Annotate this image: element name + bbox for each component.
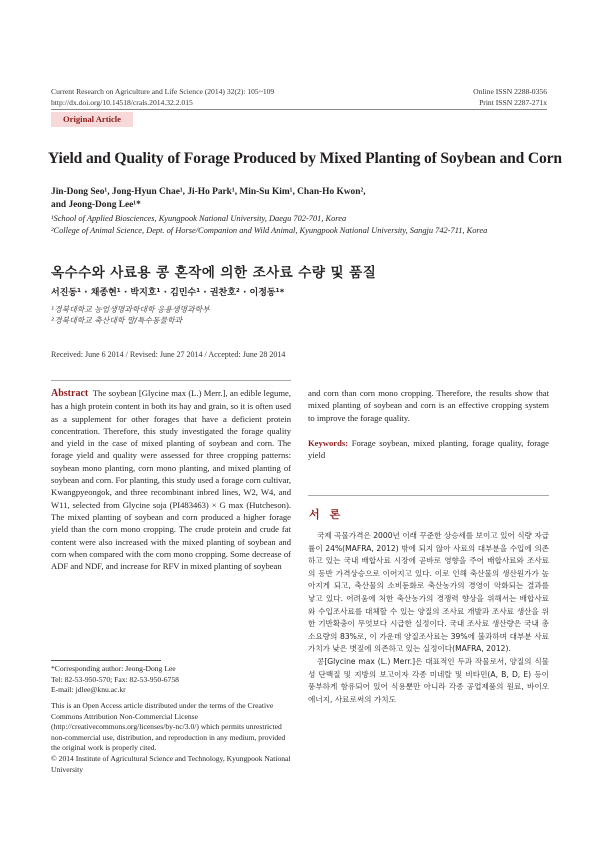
print-issn: Print ISSN 2287-271x <box>479 98 547 107</box>
keywords-text: Forage soybean, mixed planting, forage quality, forage yield <box>308 437 549 461</box>
introduction-body <box>308 530 549 706</box>
section-heading-introduction: 서론 <box>309 508 351 521</box>
introduction-paragraph-1: 국제 곡물가격은 2000년 이래 꾸준한 상승세를 보이고 있어 식량 자급률이 24%(MAFRA, 2012) 밖에 되지 않아 사료의 대부분을 수입에 의존하고 있는 국내 배합사료 시장에 곧바로 영향을 주어 배합사료와 조사료의 동반 가격상승으로 이어지고 있다. 이로 인해 축산물의 생산원가가 높아지게 되고, 축산물의 소비둔화로 축산농가의 경영이 악화되는 결과를 낳고 있다. 어려움에 처한 축산농가의 경쟁력 향상을 위해서는 배합사료와 수입조사료를 대체할 수 있는 양질의 조사료 개발과 조사료 생산을 위한 기반확충이 무엇보다 시급한 실정이다. 국내 조사료 생산량은 국내 총 소요량의 83%로, 이 가운데 양질조사료는 39%에 불과하며 대부분 사료가치가 낮은 볏짚에 의존하고 있는 실정이다(MAFRA, 2012). <box>308 531 549 654</box>
open-access-notice <box>51 701 291 775</box>
author-line-1: Jin-Dong Seo¹, Jong-Hyun Chae¹, Ji-Ho Park¹, Min-Su Kim¹, Chan-Ho Kwon², <box>51 187 366 197</box>
abstract-divider <box>51 380 291 381</box>
korean-authors: 서진동¹ · 채종현¹ · 박지호¹ · 김민수¹ · 권찬호² · 이정동¹* <box>51 288 285 298</box>
corresponding-author: *Corresponding author: Jeong-Dong Lee <box>51 664 176 673</box>
abstract-paragraph <box>51 387 291 572</box>
korean-affiliation-1: ¹경북대학교 농업생명과학대학 응용생명과학부 <box>51 305 210 314</box>
keywords-paragraph <box>308 437 549 462</box>
issn-block <box>473 86 547 108</box>
section-divider <box>308 495 549 496</box>
journal-citation: Current Research on Agriculture and Life Science (2014) 32(2): 105~109 <box>51 87 275 96</box>
received-dates: Received: June 6 2014 / Revised: June 27 2014 / Accepted: June 28 2014 <box>51 350 286 359</box>
corresponding-author-footnote <box>51 664 291 696</box>
email-address[interactable]: E-mail: jdlee@knu.ac.kr <box>51 685 126 695</box>
introduction-paragraph-2: 콩[Glycine max (L.) Merr.]은 대표적인 두과 작물로서, 양질의 식물성 단백질 및 지방의 보고이자 각종 미네랄 및 비타민(A, B, D, E) 등이 풍부하게 함유되어 있어 식용뿐만 아니라 각종 공업제품의 원료, 바이오 에너지, 사료로써의 가치도 <box>308 656 549 704</box>
abstract-left-column <box>51 387 291 572</box>
abstract-text-right: and corn than corn mono cropping. Therefore, the results show that mixed planting of soybean and corn is an effective cropping system to improve the forage quality. <box>308 388 549 423</box>
paper-title: Yield and Quality of Forage Produced by Mixed Planting of Soybean and Corn <box>48 150 562 167</box>
korean-affiliations <box>51 304 210 326</box>
article-type-badge: Original Article <box>51 112 133 127</box>
korean-title: 옥수수와 사료용 콩 혼작에 의한 조사료 수량 및 품질 <box>51 265 377 281</box>
header-divider <box>51 109 547 110</box>
author-list <box>51 186 541 211</box>
abstract-text-left: The soybean [Glycine max (L.) Merr.], an edible legume, has a high protein content in both its hay and grain, so it is often used as a supplement for other forages that have a deficient protein concentration. Therefore, this study investigated the forage quality and yield in the case of mixed planting of soybean and corn. The forage yield and quality were assessed for three cropping patterns: soybean mono planting, corn mono planting, and mixed planting of soybean and corn. For planting, this study used a forage corn cultivar, Kwangpyeongok, and three recombinant inbred lines, W2, W4, and W11, selected from Glycine soja (PI483463) × G max (Hutcheson). The mixed planting of soybean and corn produced a higher forage yield than the corn mono cropping. The crude protein and crude fat content were also increased with the mixed planting of soybean and corn when compared with the corn mono cropping. Some decrease of ADF and NDF, and increase for RFV in mixed planting of soybean <box>51 388 292 572</box>
journal-header <box>51 86 274 108</box>
footnote-divider <box>51 660 161 661</box>
keywords-label: Keywords: <box>308 437 349 448</box>
korean-affiliation-2: ²경북대학교 축산대학 말/특수동물학과 <box>51 316 183 325</box>
online-issn: Online ISSN 2288-0356 <box>473 87 547 96</box>
copyright-text: © 2014 Institute of Agricultural Science and Technology, Kyungpook National University <box>51 753 291 774</box>
affiliation-1: ¹School of Applied Biosciences, Kyungpook National University, Daegu 702-701, Korea <box>51 214 347 223</box>
abstract-right-column <box>308 387 549 461</box>
doi-link[interactable]: http://dx.doi.org/10.14518/crals.2014.32.2.015 <box>51 98 193 107</box>
affiliations <box>51 213 551 236</box>
affiliation-2: ²College of Animal Science, Dept. of Horse/Companion and Wild Animal, Kyungpook National University, Sangju 742-711, Korea <box>51 225 488 235</box>
license-text: This is an Open Access article distributed under the terms of the Creative Commons Attribution Non-Commercial License (http://creativecommons.org/licenses/by-nc/3.0/) which permits unrestricted non-commercial use, distribution, and reproduction in any medium, provided the original work is properly cited. <box>51 701 286 753</box>
author-line-2: and Jeong-Dong Lee¹* <box>51 199 141 210</box>
abstract-label: Abstract <box>51 388 89 399</box>
phone-fax: Tel: 82-53-950-570; Fax: 82-53-950-6758 <box>51 674 179 684</box>
